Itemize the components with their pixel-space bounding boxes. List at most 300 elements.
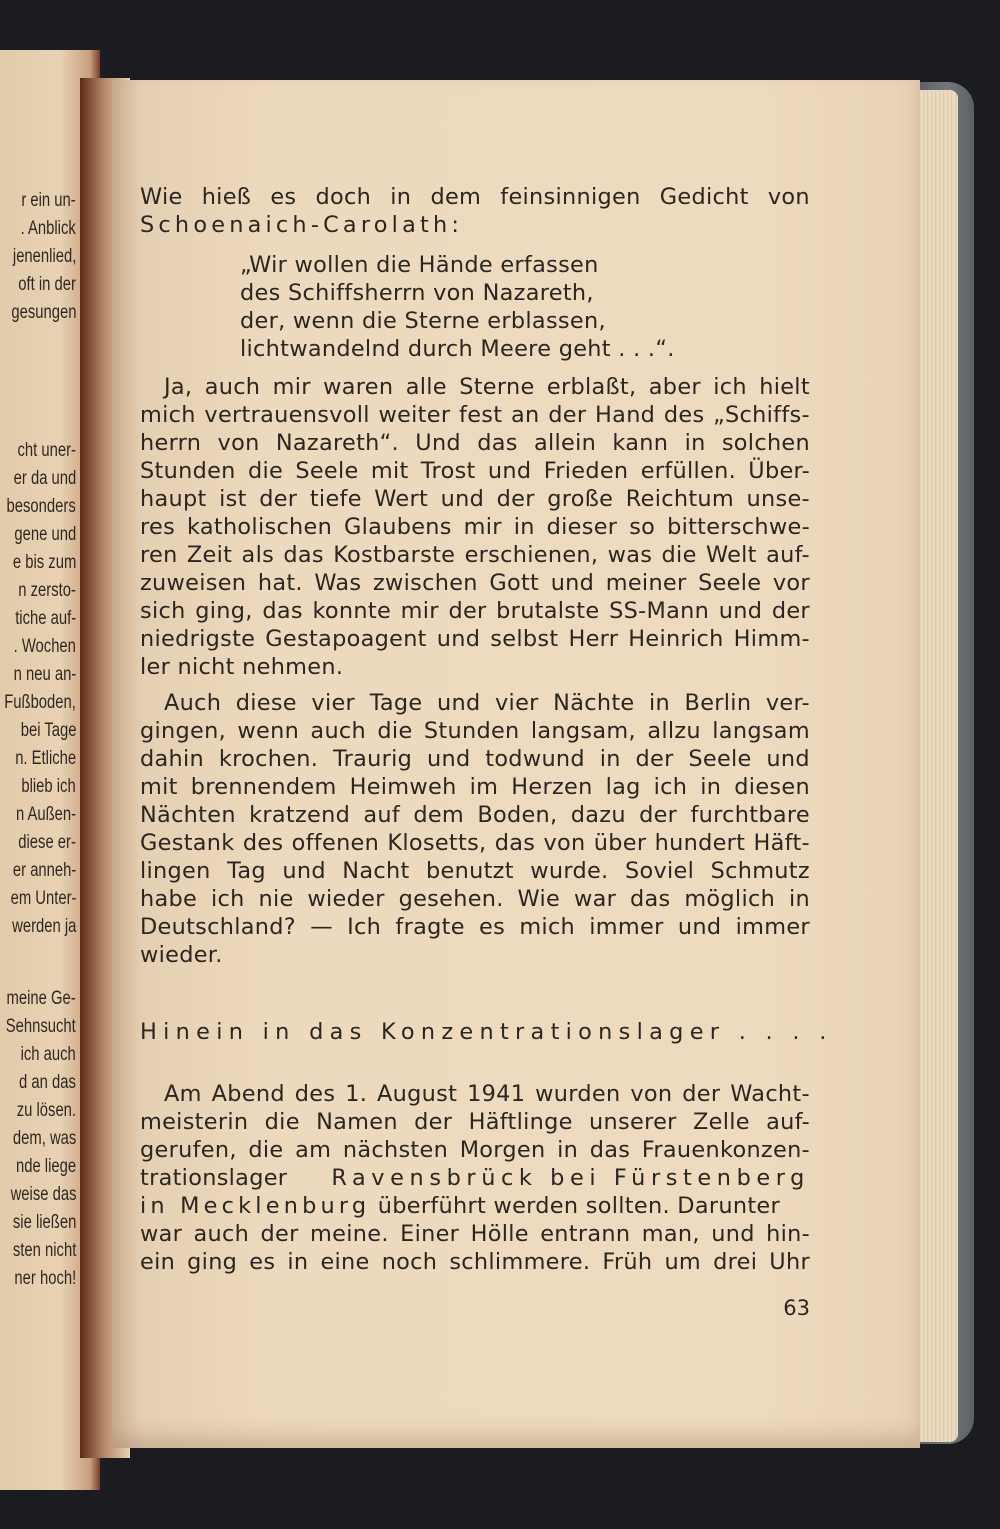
word: zuweisen: [140, 570, 247, 596]
word: Früh: [602, 1249, 653, 1275]
word: Morgen: [459, 1137, 546, 1163]
left-page-line: bei Tage: [20, 720, 76, 741]
word: die: [248, 1137, 284, 1163]
paragraph-line: [140, 1108, 810, 1136]
paragraph-line: [140, 941, 810, 969]
left-page-line: nde liege: [15, 1156, 76, 1177]
word: langsam,: [530, 718, 636, 744]
poem-line: des Schiffsherrn von Nazareth,: [240, 280, 594, 306]
word: zwischen: [372, 570, 478, 596]
poem-line: der, wenn die Sterne erblassen,: [240, 308, 606, 334]
word: doch: [315, 184, 372, 210]
left-page-line: ich auch: [20, 1044, 76, 1065]
section-heading: Hinein in das Konzentrationslager . . . .: [140, 1019, 833, 1045]
word: die: [661, 542, 697, 568]
word: in: [649, 690, 671, 716]
word: feinsinnigen: [500, 184, 641, 210]
word: Was: [314, 570, 362, 596]
word: so: [629, 514, 656, 540]
place-name-spaced: Mecklenburg: [180, 1193, 371, 1219]
place-name-spaced: Ravensbrück bei Fürstenberg: [331, 1165, 810, 1191]
word: todwund: [485, 746, 585, 772]
word: erfüllen.: [640, 458, 736, 484]
left-page-line: gene und: [14, 524, 76, 545]
word: der: [259, 486, 298, 512]
word: hielt: [759, 374, 810, 400]
word: diesen: [734, 774, 810, 800]
word: Zelle: [692, 1109, 750, 1135]
word: kratzend: [249, 802, 351, 828]
word: auch: [204, 374, 261, 400]
word: Himm-: [733, 626, 810, 652]
paragraph-line: [140, 689, 810, 717]
word: „Schiffs-: [713, 402, 810, 428]
left-page-line: oft in der: [18, 274, 76, 295]
word: tiefe: [309, 486, 362, 512]
word: das: [283, 542, 324, 568]
word: in: [513, 514, 535, 540]
word: Häftlinge: [468, 1109, 573, 1135]
word: nie: [258, 886, 294, 912]
word: Abend: [211, 1081, 285, 1107]
word: Wert: [374, 486, 429, 512]
word: katholischen: [186, 514, 333, 540]
word: Gedicht: [659, 184, 749, 210]
word: in: [599, 746, 621, 772]
word: gesehen.: [398, 886, 504, 912]
poem-line: „Wir wollen die Hände erfassen: [240, 252, 599, 278]
word: 1.: [345, 1081, 368, 1107]
word: Trost: [420, 458, 476, 484]
left-page-line: cht uner-: [17, 440, 76, 461]
word: von: [767, 184, 810, 210]
word: noch: [381, 1249, 438, 1275]
word: in: [684, 430, 706, 456]
word: alle: [405, 374, 447, 400]
left-page-line: r ein un-: [21, 190, 76, 211]
word: Glaubens: [344, 514, 452, 540]
word: Tage: [369, 690, 423, 716]
word: res: [140, 514, 176, 540]
word: gerufen,: [140, 1137, 237, 1163]
word: meine.: [310, 1221, 389, 1247]
word: ver-: [765, 690, 810, 716]
word: es: [270, 184, 297, 210]
intro-line: [140, 183, 810, 211]
word: meisterin: [140, 1109, 249, 1135]
left-page-line: n. Etliche: [15, 748, 76, 769]
word: der: [682, 1081, 721, 1107]
left-page-line: werden ja: [11, 916, 76, 937]
word: Deutschland?: [140, 914, 296, 940]
word: aber: [648, 374, 701, 400]
word: erblaßt,: [546, 374, 637, 400]
word: dahin: [140, 746, 205, 772]
word: als: [241, 542, 275, 568]
word: drei: [713, 1249, 758, 1275]
word: Wacht-: [730, 1081, 810, 1107]
word: Reichtum: [625, 486, 735, 512]
word: und: [766, 746, 810, 772]
word: allzu: [647, 718, 701, 744]
text-fragment: wieder.: [140, 942, 223, 968]
word: immer: [589, 914, 664, 940]
word: um: [664, 1249, 702, 1275]
word: sich: [140, 598, 186, 624]
paragraph-line: [140, 913, 810, 941]
word: Frauenkonzen-: [641, 1137, 810, 1163]
word: Nächte: [553, 690, 635, 716]
word: haupt: [140, 486, 207, 512]
left-page-line: sie ließen: [12, 1212, 76, 1233]
left-page-line: jenenlied,: [12, 246, 76, 267]
word: Gott: [489, 570, 540, 596]
word: schlimmere.: [449, 1249, 591, 1275]
word: mir: [463, 514, 502, 540]
word: war: [140, 1221, 183, 1247]
paragraph-line: [140, 857, 810, 885]
word: und: [282, 858, 326, 884]
page-number: 63: [783, 1296, 810, 1320]
word: in: [287, 1249, 309, 1275]
word: Seele: [295, 458, 359, 484]
word: Tag: [227, 858, 266, 884]
word: vier: [495, 690, 539, 716]
word: große: [547, 486, 614, 512]
word: —: [310, 914, 333, 940]
left-page-line: dem, was: [12, 1128, 76, 1149]
left-page-line: e bis zum: [12, 552, 76, 573]
word: SS-Mann: [609, 598, 710, 624]
word: der: [414, 1109, 453, 1135]
word: im: [469, 774, 499, 800]
word: ein: [140, 1249, 176, 1275]
word: fragte: [395, 914, 465, 940]
word: unserer: [589, 1109, 677, 1135]
word: erschienen,: [464, 542, 599, 568]
text-fragment: ler nicht nehmen.: [140, 654, 344, 680]
word: am: [295, 1137, 332, 1163]
paragraph-line: [140, 569, 810, 597]
word: der: [548, 402, 587, 428]
word: der: [448, 598, 487, 624]
word: waren: [323, 374, 394, 400]
word: Stunden: [140, 458, 236, 484]
word: herrn: [140, 430, 202, 456]
word: dem: [413, 802, 465, 828]
word: Klosetts,: [387, 830, 487, 856]
word: und: [426, 746, 471, 772]
word: Heinrich: [628, 626, 724, 652]
word: Kostbarste: [333, 542, 456, 568]
word: nächsten: [342, 1137, 449, 1163]
paragraph-line: [140, 1136, 810, 1164]
word: solchen: [721, 430, 810, 456]
left-page-line: blieb ich: [21, 776, 76, 797]
word: hundert: [654, 830, 746, 856]
left-page-line: gesungen: [10, 302, 76, 323]
word: 1941: [467, 1081, 526, 1107]
word: es: [249, 1249, 276, 1275]
word: der: [260, 1221, 299, 1247]
word: Zeit: [186, 542, 233, 568]
word: die: [377, 718, 413, 744]
paragraph-line: [140, 401, 810, 429]
word: der: [635, 746, 674, 772]
word: mir: [400, 598, 439, 624]
paragraph-line: [140, 457, 810, 485]
word: habe: [140, 886, 198, 912]
word: vertrauensvoll: [204, 402, 370, 428]
text-fragment: trationslager: [140, 1165, 295, 1191]
word: vor: [772, 570, 810, 596]
word: vier: [311, 690, 356, 716]
left-page-line: d an das: [19, 1072, 76, 1093]
word: in: [390, 184, 412, 210]
word: und: [550, 570, 595, 596]
word: unse-: [746, 486, 810, 512]
paragraph-line: [140, 513, 810, 541]
author-name-line: [140, 211, 810, 239]
word: Schmutz: [710, 858, 810, 884]
word: und: [677, 914, 722, 940]
word: Und: [415, 430, 461, 456]
word: dieser: [546, 514, 618, 540]
word: und: [718, 598, 763, 624]
word: und: [440, 486, 485, 512]
place-name-spaced: in: [140, 1193, 181, 1219]
word: ren: [140, 542, 178, 568]
word: das: [629, 886, 671, 912]
paragraph-line: [140, 1220, 810, 1248]
word: eine: [320, 1249, 370, 1275]
word: Ich: [347, 914, 382, 940]
word: Nacht: [342, 858, 410, 884]
word: wurde.: [530, 858, 609, 884]
word: auf-: [766, 542, 810, 568]
word: offenen: [291, 830, 380, 856]
word: niedrigste: [140, 626, 256, 652]
paragraph-line: [140, 1080, 810, 1108]
word: Auch: [164, 690, 222, 716]
word: Gestapoagent: [265, 626, 427, 652]
word: Frieden: [543, 458, 629, 484]
paragraph-line: [140, 1164, 810, 1192]
word: Einer: [400, 1221, 460, 1247]
word: ich: [210, 886, 245, 912]
word: Ja,: [164, 374, 193, 400]
word: Stunden: [423, 718, 520, 744]
left-page-line: n neu an-: [13, 664, 76, 685]
left-page-line: Fußboden,: [4, 692, 76, 713]
word: Nazareth“.: [275, 430, 399, 456]
word: die: [247, 458, 284, 484]
word: auch: [310, 718, 367, 744]
left-page-line: . Anblick: [20, 218, 76, 239]
word: was: [607, 542, 653, 568]
paragraph-line: [140, 745, 810, 773]
word: auch: [193, 1221, 250, 1247]
word: Nächten: [140, 802, 236, 828]
word: Boden,: [477, 802, 558, 828]
word: entrann: [540, 1221, 631, 1247]
left-page-line: besonders: [6, 496, 76, 517]
word: Sterne: [459, 374, 535, 400]
word: Gestank: [140, 830, 235, 856]
paragraph-line: [140, 885, 810, 913]
left-page-line: er anneh-: [12, 860, 76, 881]
word: meiner: [605, 570, 687, 596]
word: in: [557, 1137, 579, 1163]
paragraph-2: [140, 689, 810, 969]
word: wieder: [307, 886, 385, 912]
left-page-line: . Wochen: [13, 636, 76, 657]
word: ging,: [195, 598, 253, 624]
word: an: [511, 402, 540, 428]
word: mir: [272, 374, 311, 400]
word: über: [593, 830, 647, 856]
paragraph-3: [140, 1080, 810, 1276]
word: es: [479, 914, 506, 940]
word: bitterschwe-: [667, 514, 810, 540]
word: Berlin: [684, 690, 752, 716]
word: brennendem: [190, 774, 337, 800]
word: kann: [612, 430, 669, 456]
left-page-line: meine Ge-: [6, 988, 76, 1009]
word: mit: [370, 458, 409, 484]
word: Herr: [568, 626, 619, 652]
paragraph-line: [140, 485, 810, 513]
poem-quote: [240, 251, 675, 363]
word: auf: [363, 802, 401, 828]
word: Seele: [698, 570, 762, 596]
word: Seele: [688, 746, 752, 772]
word: ging: [187, 1249, 238, 1275]
word: dazu: [570, 802, 626, 828]
word: lag: [605, 774, 641, 800]
word: Uhr: [769, 1249, 810, 1275]
word: und: [436, 690, 481, 716]
left-page-line: sten nicht: [12, 1240, 76, 1261]
word: ich: [653, 774, 688, 800]
word: Häft-: [753, 830, 810, 856]
left-page-line: em Unter-: [10, 888, 76, 909]
word: das: [477, 430, 518, 456]
word: wurden: [535, 1081, 621, 1107]
word: Über-: [748, 458, 810, 484]
word: Traurig: [332, 746, 413, 772]
word: das: [589, 1137, 631, 1163]
word: Soviel: [624, 858, 695, 884]
left-page-line: Sehnsucht: [5, 1016, 76, 1037]
word: Namen: [316, 1109, 398, 1135]
word: Herzen: [511, 774, 593, 800]
word: gingen,: [140, 718, 227, 744]
word: auf-: [766, 1109, 810, 1135]
word: von: [630, 1081, 673, 1107]
paragraph-line: [140, 429, 810, 457]
left-page-line: weise das: [10, 1184, 76, 1205]
word: und: [436, 626, 481, 652]
left-page-line: diese er-: [18, 832, 76, 853]
left-page-line: ner hoch!: [14, 1268, 76, 1289]
word: von: [543, 830, 586, 856]
word: das: [262, 598, 303, 624]
word: von: [217, 430, 260, 456]
left-page-line: er da und: [13, 468, 76, 489]
word: langsam: [712, 718, 810, 744]
word: selbst: [490, 626, 559, 652]
word: diese: [235, 690, 297, 716]
paragraph-line: [140, 653, 810, 681]
paragraph-line: [140, 373, 810, 401]
word: des: [663, 402, 705, 428]
paragraph-line: [140, 773, 810, 801]
word: Wie: [140, 184, 183, 210]
word: war: [573, 886, 617, 912]
word: der: [771, 598, 810, 624]
word: benutzt: [426, 858, 514, 884]
word: Welt: [705, 542, 757, 568]
paragraph-line: [140, 801, 810, 829]
text-fragment: überführt werden sollten. Darunter: [370, 1193, 780, 1219]
word: des: [294, 1081, 336, 1107]
author-name: Schoenaich-Carolath:: [140, 212, 464, 238]
word: dem: [430, 184, 482, 210]
word: August: [377, 1081, 458, 1107]
word: man,: [641, 1221, 700, 1247]
word: Am: [164, 1081, 202, 1107]
word: der: [496, 486, 535, 512]
word: in: [788, 886, 810, 912]
word: möglich: [684, 886, 776, 912]
word: ich: [713, 374, 747, 400]
paragraph-line: [140, 625, 810, 653]
word: und: [711, 1221, 755, 1247]
word: ist: [219, 486, 247, 512]
word: Hand: [595, 402, 656, 428]
word: lingen: [140, 858, 211, 884]
left-page-line: n Außen-: [15, 804, 76, 825]
left-page-line: tiche auf-: [15, 608, 76, 629]
word: mit: [140, 774, 178, 800]
word: die: [264, 1109, 300, 1135]
paragraph-line: [140, 717, 810, 745]
word: krochen.: [218, 746, 319, 772]
paragraph-line: [140, 597, 810, 625]
word: Heimweh: [349, 774, 457, 800]
word: des: [242, 830, 284, 856]
left-page-line: n zersto-: [18, 580, 76, 601]
word: allein: [533, 430, 597, 456]
word: wenn: [237, 718, 300, 744]
word: fest: [459, 402, 503, 428]
paragraph-line: [140, 541, 810, 569]
word: brutalste: [496, 598, 600, 624]
word: das: [494, 830, 536, 856]
left-page-line: zu lösen.: [16, 1100, 76, 1121]
word: weiter: [378, 402, 451, 428]
paragraph-1: [140, 373, 810, 681]
word: der: [639, 802, 678, 828]
word: hin-: [766, 1221, 810, 1247]
word: in: [700, 774, 722, 800]
paragraph-line: [140, 1192, 810, 1220]
word: mich: [140, 402, 196, 428]
word: und: [487, 458, 532, 484]
word: Hölle: [470, 1221, 529, 1247]
poem-line: lichtwandelnd durch Meere geht . . .“.: [240, 336, 675, 362]
